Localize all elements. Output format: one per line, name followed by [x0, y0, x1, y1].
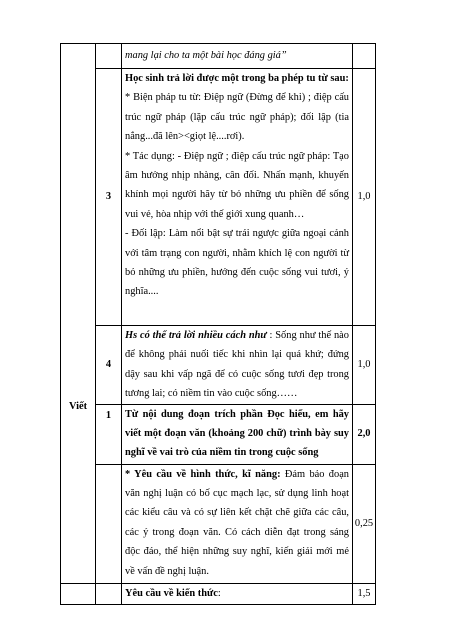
- table-row: [61, 404, 376, 464]
- question-number: 3: [96, 69, 122, 326]
- answer-lead: Yêu cầu về kiến thức: [125, 587, 218, 599]
- score-value: 0,25: [353, 464, 376, 583]
- question-number-cell: [96, 464, 122, 583]
- score-value: 1,5: [353, 583, 376, 604]
- table-row: [61, 44, 376, 69]
- answer-key-table: [60, 43, 376, 605]
- answer-rest: Đảm bảo đoạn văn nghị luận có bố cục mạch lạc, sử dụng linh hoạt các kiểu câu và có sự liên kết chặt chẽ giữa các câu, các ý trong đoạn văn. Có cách diễn đạt trong sáng độc đáo, thể hiện những suy nghĩ, kiến giải mới mẻ về vấn đề nghị luận.: [125, 468, 349, 577]
- answer-lead: Hs có thể trả lời nhiều cách như: [125, 330, 267, 341]
- table-row: [61, 464, 376, 583]
- question-number-cell: [96, 583, 122, 604]
- answer-line: * Biện pháp tu từ: Điệp ngữ (Đừng để khi) ; điệp cấu trúc ngữ pháp (lặp cấu trúc ngữ pháp); đối lập (tia nắng...đã lên><giọt lệ....rơi).: [125, 92, 349, 143]
- section-cell-empty: [61, 44, 96, 584]
- answer-rest: : Sống như thế nào để không phải nuối tiếc khi nhìn lại quá khứ; đứng dậy sau khi vấp ngã để có cuộc sống tươi đẹp trong tương lai; có niềm tin vào cuộc sống……: [125, 330, 349, 400]
- essay-prompt: Từ nội dung đoạn trích phần Đọc hiểu, em hãy viết một đoạn văn (khoảng 200 chữ) trình bày suy nghĩ về vai trò của niềm tin trong cuộc sống: [122, 404, 353, 464]
- answer-text: mang lại cho ta một bài học đáng giá”: [122, 44, 353, 69]
- table-row: [61, 69, 376, 326]
- score-value: 1,0: [353, 69, 376, 326]
- answer-cell: [122, 464, 353, 583]
- section-cell-empty: [61, 583, 96, 604]
- answer-line: * Tác dụng: - Điệp ngữ ; điệp cấu trúc ngữ pháp: Tạo âm hưởng nhịp nhàng, cân đối. Nhấn mạnh, khuyến khính mọi người hãy từ bỏ những ưu phiền để sống vui vẻ, hòa nhịp với thế giới xung quanh…: [125, 150, 349, 220]
- score-value: 1,0: [353, 326, 376, 405]
- answer-cell: [122, 326, 353, 405]
- answer-lead: * Yêu cầu về hình thức, kĩ năng:: [125, 468, 281, 480]
- answer-heading: Học sinh trả lời được một trong ba phép tu từ sau:: [125, 73, 349, 84]
- answer-line: - Đối lập: Làm nổi bật sự trái ngược giữa ngoại cảnh với tâm trạng con người, nhằm khích lệ con người từ bỏ những ưu phiền, hướng đến cuộc sống vui tươi, ý nghĩa....: [125, 228, 349, 298]
- table-row: [61, 326, 376, 405]
- score-cell: [353, 44, 376, 69]
- answer-rest: :: [217, 587, 221, 599]
- section-label-viet: Viết: [68, 401, 88, 412]
- answer-cell: [122, 583, 353, 604]
- question-number: 1: [96, 404, 122, 464]
- question-number: 4: [96, 326, 122, 405]
- score-value: 2,0: [353, 404, 376, 464]
- table-row: [61, 583, 376, 604]
- answer-cell: [122, 69, 353, 326]
- question-number-cell: [96, 44, 122, 69]
